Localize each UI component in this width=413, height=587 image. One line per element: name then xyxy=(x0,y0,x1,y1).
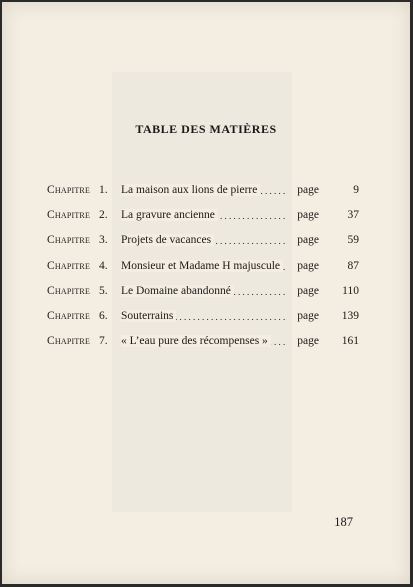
toc-entry-5 xyxy=(47,285,359,310)
chapter-number: 2. xyxy=(99,209,108,222)
page-title: TABLE DES MATIÈRES xyxy=(135,122,277,136)
chapter-title: Projets de vacances . . . xyxy=(121,234,285,246)
page-label: page xyxy=(297,259,319,272)
chapter-label: Chapitre xyxy=(47,284,91,297)
page-number: 59 xyxy=(347,234,359,247)
chapter-number: 3. xyxy=(99,234,108,247)
chapter-label: Chapitre xyxy=(47,209,91,222)
chapter-label: Chapitre xyxy=(47,259,91,272)
chapter-title: La maison aux lions de pierre . . . xyxy=(121,184,285,196)
chapter-number: 5. xyxy=(99,284,108,297)
toc-entry-4 xyxy=(47,260,359,285)
page-label: page xyxy=(297,234,319,247)
page-label: page xyxy=(297,184,319,196)
chapter-title: Souterrains . . . xyxy=(121,310,285,322)
chapter-title: Monsieur et Madame H majuscule . . . xyxy=(121,260,285,272)
chapter-label: Chapitre xyxy=(47,184,91,196)
page-label: page xyxy=(297,309,319,322)
book-page xyxy=(2,2,410,584)
folio-page-number: 187 xyxy=(334,515,353,529)
chapter-label: Chapitre xyxy=(47,335,91,348)
table-of-contents xyxy=(47,184,359,360)
page-label: page xyxy=(297,335,319,348)
toc-entry-1 xyxy=(47,184,359,209)
page-number: 37 xyxy=(347,209,359,222)
page-number: 87 xyxy=(347,259,359,272)
chapter-label: Chapitre xyxy=(47,309,91,322)
toc-entry-3 xyxy=(47,234,359,259)
toc-entry-6 xyxy=(47,310,359,335)
chapter-number: 4. xyxy=(99,259,108,272)
page-number: 110 xyxy=(342,284,359,297)
chapter-number: 1. xyxy=(99,184,108,196)
page-number: 161 xyxy=(341,335,359,348)
toc-entry-2 xyxy=(47,209,359,234)
chapter-number: 6. xyxy=(99,309,108,322)
toc-entry-7 xyxy=(47,335,359,360)
chapter-title: La gravure ancienne . . . xyxy=(121,209,285,221)
page-label: page xyxy=(297,209,319,222)
page-label: page xyxy=(297,284,319,297)
chapter-title: « L’eau pure des récompenses » . . . xyxy=(121,335,285,347)
chapter-label: Chapitre xyxy=(47,234,91,247)
page-number: 139 xyxy=(341,309,359,322)
chapter-title: Le Domaine abandonné . . . xyxy=(121,285,285,297)
chapter-number: 7. xyxy=(99,335,108,348)
page-number: 9 xyxy=(353,184,359,196)
